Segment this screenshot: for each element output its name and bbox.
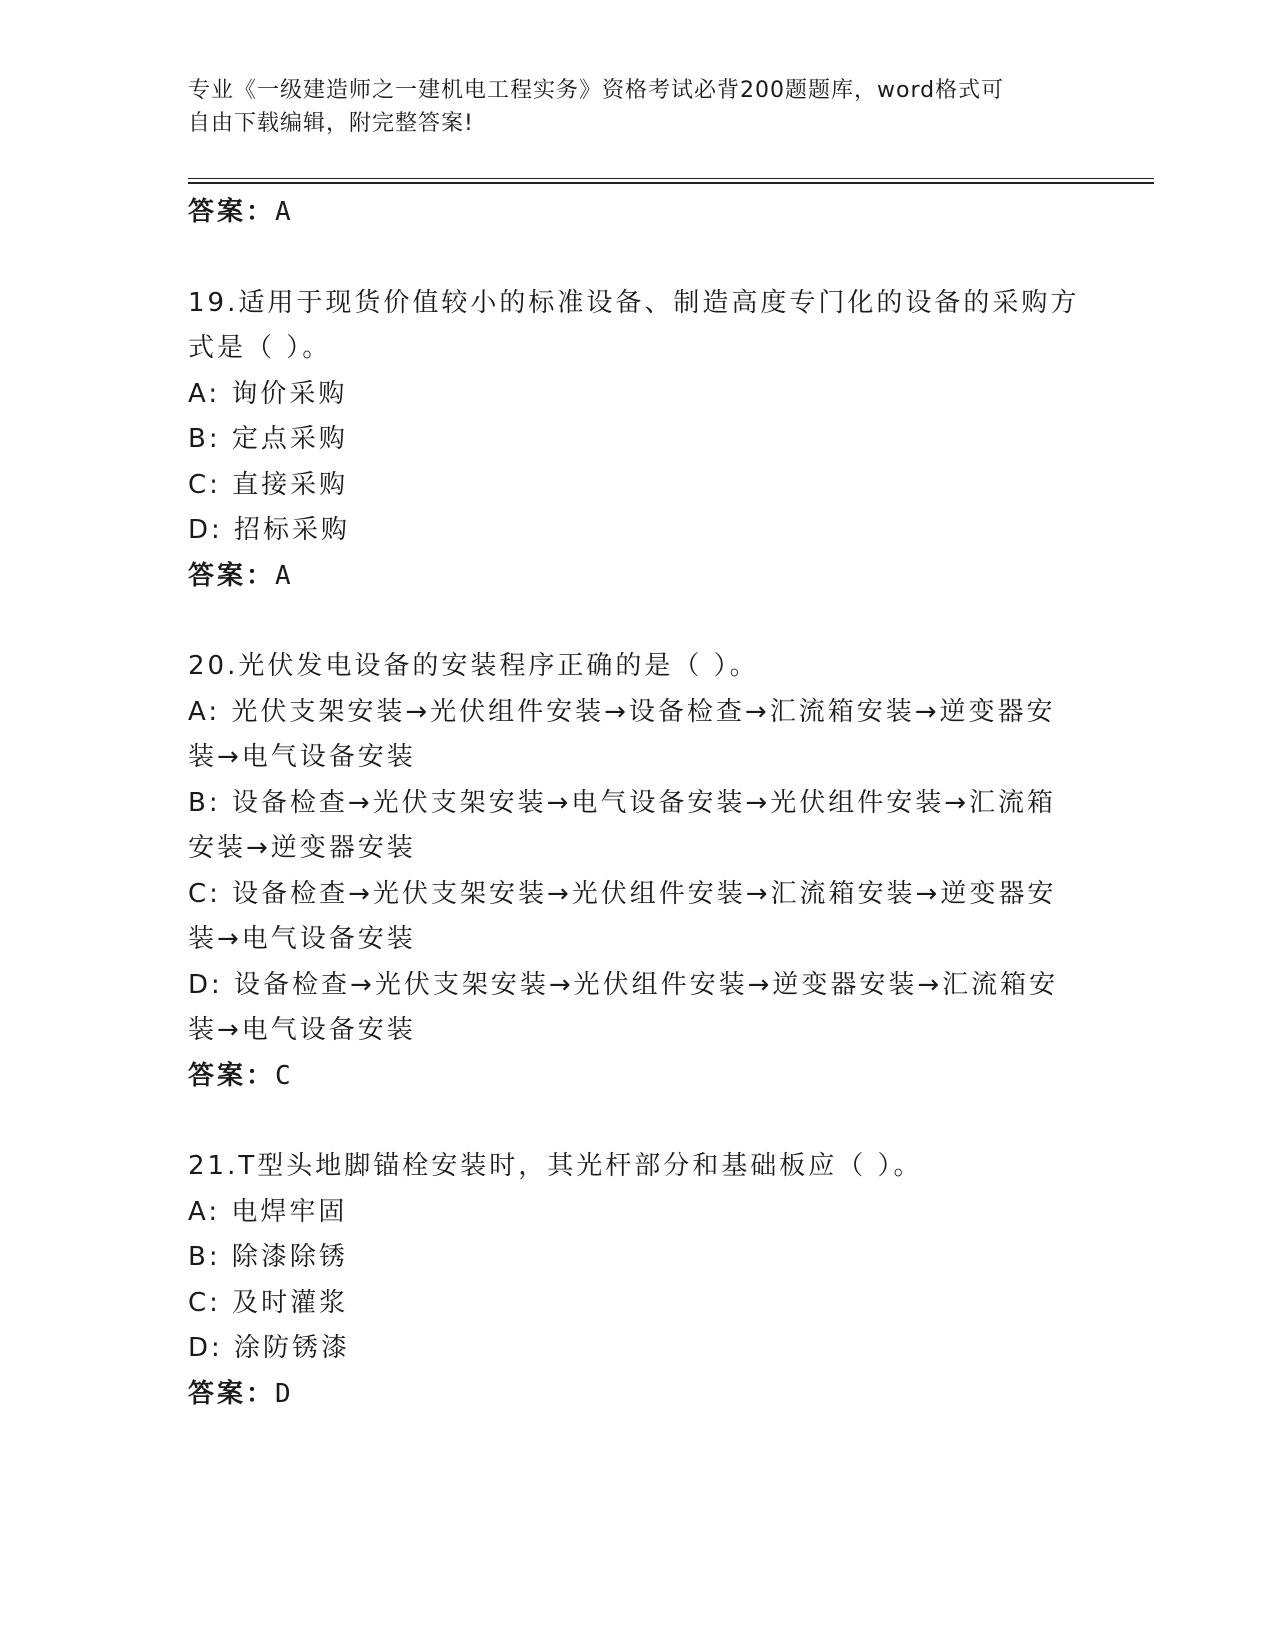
answer-line (188, 1054, 1088, 1100)
header-line-2: 自由下载编辑，附完整答案! (188, 111, 474, 136)
header-divider-thin (188, 178, 1154, 179)
spacer (188, 236, 1088, 281)
option-c: C: 直接采购 (188, 469, 349, 500)
option-c-continued: 装→电气设备安装 (188, 924, 416, 954)
question-19 (188, 281, 1088, 600)
answer-line (188, 190, 1088, 236)
answer-label: 答案： (188, 197, 276, 227)
option-d: D: 涂防锈漆 (188, 1333, 351, 1363)
option-a: A: 电焊牢固 (188, 1196, 348, 1227)
option-b: B: 设备检查→光伏支架安装→电气设备安装→光伏组件安装→汇流箱 (188, 787, 1057, 818)
question-stem: 21.T型头地脚锚栓安装时，其光杆部分和基础板应（ ）。 (188, 1151, 923, 1181)
answer-label: 答案： (188, 560, 276, 591)
question-list (188, 190, 1088, 1417)
answer-line (188, 554, 1088, 600)
question-stem-continued: 式是（ ）。 (188, 333, 332, 363)
option-d-continued: 装→电气设备安装 (188, 1015, 416, 1045)
header-divider-thick (188, 182, 1154, 184)
option-d: D: 招标采购 (188, 515, 351, 545)
question-stem: 19.适用于现货价值较小的标准设备、制造高度专门化的设备的采购方 (188, 287, 1080, 318)
option-b: B: 除漆除锈 (188, 1242, 348, 1272)
option-a: A: 光伏支架安装→光伏组件安装→设备检查→汇流箱安装→逆变器安 (188, 696, 1056, 727)
question-21 (188, 1144, 1088, 1417)
answer-label: 答案： (188, 1060, 276, 1091)
option-b: B: 定点采购 (188, 424, 348, 454)
answer-label: 答案： (188, 1378, 276, 1409)
answer-value: A (275, 197, 294, 227)
answer-value: C (275, 1060, 294, 1091)
answer-value: A (275, 560, 294, 591)
option-b-continued: 安装→逆变器安装 (188, 833, 416, 863)
option-a: A: 询价采购 (188, 378, 348, 409)
option-c: C: 设备检查→光伏支架安装→光伏组件安装→汇流箱安装→逆变器安 (188, 878, 1057, 909)
answer-line (188, 1372, 1088, 1418)
question-20 (188, 644, 1088, 1099)
header-line-1: 专业《一级建造师之一建机电工程实务》资格考试必背200题题库，word格式可 (188, 78, 1005, 103)
option-c: C: 及时灌浆 (188, 1287, 349, 1318)
question-stem: 20.光伏发电设备的安装程序正确的是（ ）。 (188, 651, 759, 681)
spacer (188, 599, 1088, 644)
answer-value: D (275, 1378, 294, 1409)
option-a-continued: 装→电气设备安装 (188, 742, 416, 772)
spacer (188, 1099, 1088, 1144)
option-d: D: 设备检查→光伏支架安装→光伏组件安装→逆变器安装→汇流箱安 (188, 969, 1059, 1000)
document-header (188, 74, 1068, 140)
